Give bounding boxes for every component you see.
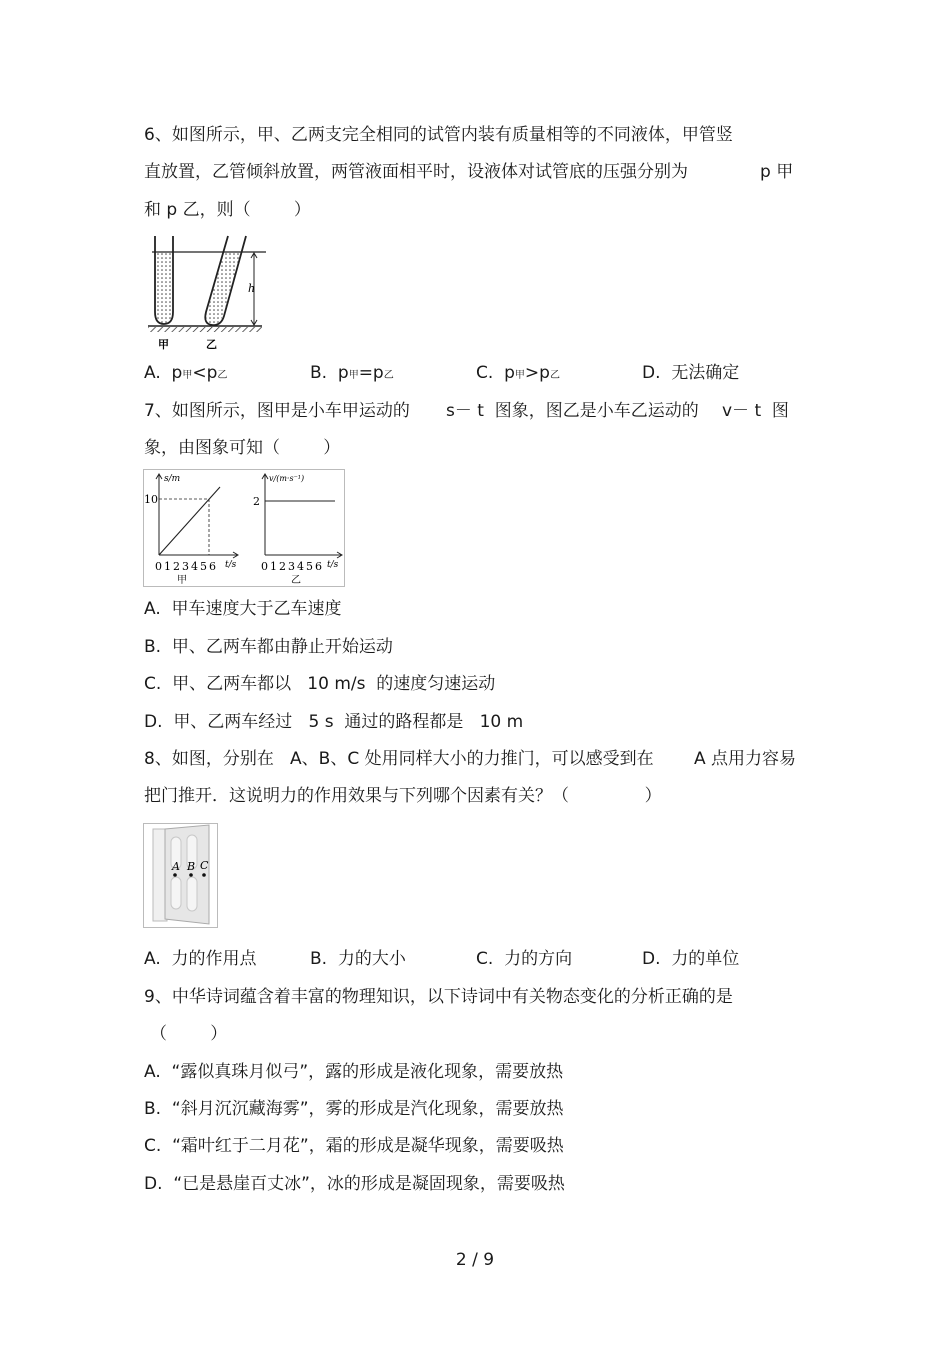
s-t-ylabel: s/m — [164, 474, 181, 484]
q6-line3: 和 p 乙，则（ ） — [144, 200, 311, 220]
q7-line2: 象，由图象可知（ ） — [144, 438, 341, 458]
q7-option-b: B. 甲、乙两车都由静止开始运动 — [144, 637, 393, 657]
q8-option-b: B. 力的大小 — [310, 949, 406, 969]
v-t-xtick-2: 2 — [279, 560, 286, 573]
point-c — [202, 873, 206, 877]
q9-option-d: D. “已是悬崖百丈冰”，冰的形成是凝固现象，需要吸热 — [144, 1174, 565, 1194]
s-t-xtick-4: 4 — [191, 560, 198, 573]
q6-option-a: A. p甲<p乙 — [144, 363, 228, 383]
q7-option-c: C. 甲、乙两车都以 10 m/s 的速度匀速运动 — [144, 674, 496, 694]
tube-label-left: 甲 — [158, 338, 169, 351]
label-c: C — [200, 859, 209, 872]
q7-line1b: s－ t 图象，图乙是小车乙运动的 — [446, 401, 699, 421]
q7-line1c: v－ t 图 — [722, 401, 789, 421]
v-t-ylabel: v/(m·s⁻¹) — [269, 474, 305, 483]
point-a — [173, 873, 177, 877]
height-label: h — [248, 282, 256, 295]
q9-option-a: A. “露似真珠月似弓”，露的形成是液化现象，需要放热 — [144, 1062, 564, 1082]
q7-line1a: 7、如图所示，图甲是小车甲运动的 — [144, 401, 410, 421]
s-t-xlabel: t/s — [225, 560, 237, 570]
q8-option-a: A. 力的作用点 — [144, 949, 257, 969]
s-t-ytick: 10 — [144, 493, 158, 506]
label-b: B — [187, 860, 196, 873]
v-t-xtick-0: 0 — [261, 560, 268, 573]
s-t-xtick-2: 2 — [173, 560, 180, 573]
s-t-xtick-1: 1 — [164, 560, 171, 573]
v-t-xlabel: t/s — [327, 560, 339, 570]
q9-option-b: B. “斜月沉沉藏海雾”，雾的形成是汽化现象，需要放热 — [144, 1099, 564, 1119]
v-t-xtick-6: 6 — [315, 560, 322, 573]
s-t-xtick-3: 3 — [182, 560, 189, 573]
q7-option-a: A. 甲车速度大于乙车速度 — [144, 599, 342, 619]
v-t-ytick: 2 — [253, 495, 260, 508]
q8-option-c: C. 力的方向 — [476, 949, 573, 969]
q6-line2b: p 甲 — [760, 162, 794, 182]
v-t-xtick-5: 5 — [306, 560, 313, 573]
q6-option-b: B. p甲=p乙 — [310, 363, 394, 383]
motion-graphs — [143, 469, 345, 587]
point-b — [189, 873, 193, 877]
tube-label-right: 乙 — [206, 338, 217, 351]
test-tube-figure — [144, 232, 270, 354]
vertical-tube — [155, 236, 173, 324]
s-t-xtick-6: 6 — [209, 560, 216, 573]
q9-line1: 9、中华诗词蕴含着丰富的物理知识，以下诗词中有关物态变化的分析正确的是 — [144, 987, 733, 1007]
v-t-xtick-1: 1 — [270, 560, 277, 573]
tilted-tube — [205, 236, 246, 325]
q8-line1b: A 点用力容易 — [694, 749, 797, 769]
s-t-xtick-0: 0 — [155, 560, 162, 573]
v-t-xtick-4: 4 — [297, 560, 304, 573]
q9-option-c: C. “霜叶红于二月花”，霜的形成是凝华现象，需要吸热 — [144, 1136, 564, 1156]
q6-option-c: C. p甲>p乙 — [476, 363, 560, 383]
label-a: A — [172, 860, 180, 873]
q8-option-d: D. 力的单位 — [642, 949, 740, 969]
q8-line2: 把门推开．这说明力的作用效果与下列哪个因素有关？（ ） — [144, 786, 662, 806]
s-t-caption: 甲 — [177, 575, 187, 586]
v-t-xtick-3: 3 — [288, 560, 295, 573]
q6-line2a: 直放置，乙管倾斜放置，两管液面相平时，设液体对试管底的压强分别为 — [144, 162, 688, 182]
q8-line1a: 8、如图，分别在 A、B、C 处用同样大小的力推门，可以感受到在 — [144, 749, 654, 769]
door-figure — [143, 823, 218, 928]
q7-option-d: D. 甲、乙两车经过 5 s 通过的路程都是 10 m — [144, 712, 524, 732]
page-number: 2 / 9 — [455, 1250, 495, 1270]
v-t-caption: 乙 — [291, 575, 301, 586]
q9-line2: （ ） — [150, 1024, 228, 1044]
q6-option-d: D. 无法确定 — [642, 363, 740, 383]
q6-line1: 6、如图所示，甲、乙两支完全相同的试管内装有质量相等的不同液体，甲管竖 — [144, 125, 733, 145]
s-t-xtick-5: 5 — [200, 560, 207, 573]
